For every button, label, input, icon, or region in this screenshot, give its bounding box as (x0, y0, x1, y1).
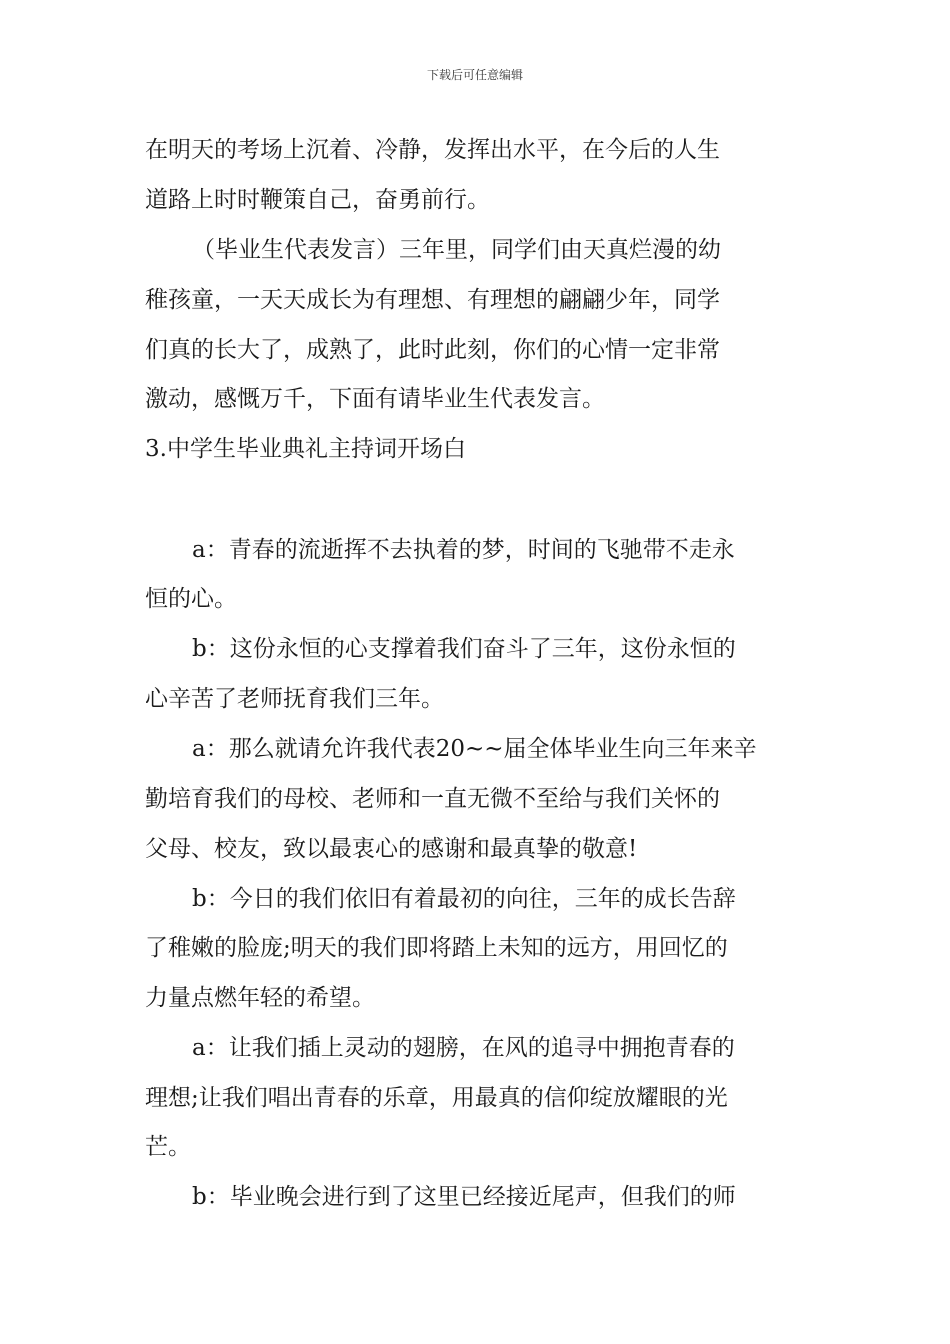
text-line: b：毕业晚会进行到了这里已经接近尾声，但我们的师 (192, 1184, 736, 1210)
text-line: a：青春的流逝挥不去执着的梦，时间的飞驰带不走永 (192, 537, 735, 563)
text-line: b：今日的我们依旧有着最初的向往，三年的成长告辞 (192, 886, 736, 912)
page-header: 下载后可任意编辑 (426, 68, 523, 82)
text-line: 力量点燃年轻的希望。 (145, 985, 375, 1011)
text-line: （毕业生代表发言）三年里，同学们由天真烂漫的幼 (192, 237, 721, 263)
text-line: 勤培育我们的母校、老师和一直无微不至给与我们关怀的 (145, 786, 720, 812)
text-line: 稚孩童，一天天成长为有理想、有理想的翩翩少年，同学 (145, 287, 720, 313)
text-line: 道路上时时鞭策自己，奋勇前行。 (145, 187, 490, 213)
text-line: 理想;让我们唱出青春的乐章，用最真的信仰绽放耀眼的光 (145, 1085, 728, 1111)
text-line: a：让我们插上灵动的翅膀，在风的追寻中拥抱青春的 (192, 1035, 735, 1061)
text-line: 们真的长大了，成熟了，此时此刻，你们的心情一定非常 (145, 337, 720, 363)
text-line: 了稚嫩的脸庞;明天的我们即将踏上未知的远方，用回忆的 (145, 935, 728, 961)
text-line: b：这份永恒的心支撑着我们奋斗了三年，这份永恒的 (192, 636, 736, 662)
text-line: 心辛苦了老师抚育我们三年。 (145, 686, 444, 712)
text-line: 父母、校友，致以最衷心的感谢和最真挚的敬意! (145, 836, 638, 862)
text-line: 在明天的考场上沉着、冷静，发挥出水平，在今后的人生 (145, 137, 720, 163)
text-line: 芒。 (145, 1134, 191, 1160)
text-line: a：那么就请允许我代表20~~届全体毕业生向三年来辛 (192, 736, 757, 762)
section-heading: 3.中学生毕业典礼主持词开场白 (145, 436, 466, 462)
text-line: 激动，感慨万千，下面有请毕业生代表发言。 (145, 386, 605, 412)
text-line: 恒的心。 (145, 586, 237, 612)
